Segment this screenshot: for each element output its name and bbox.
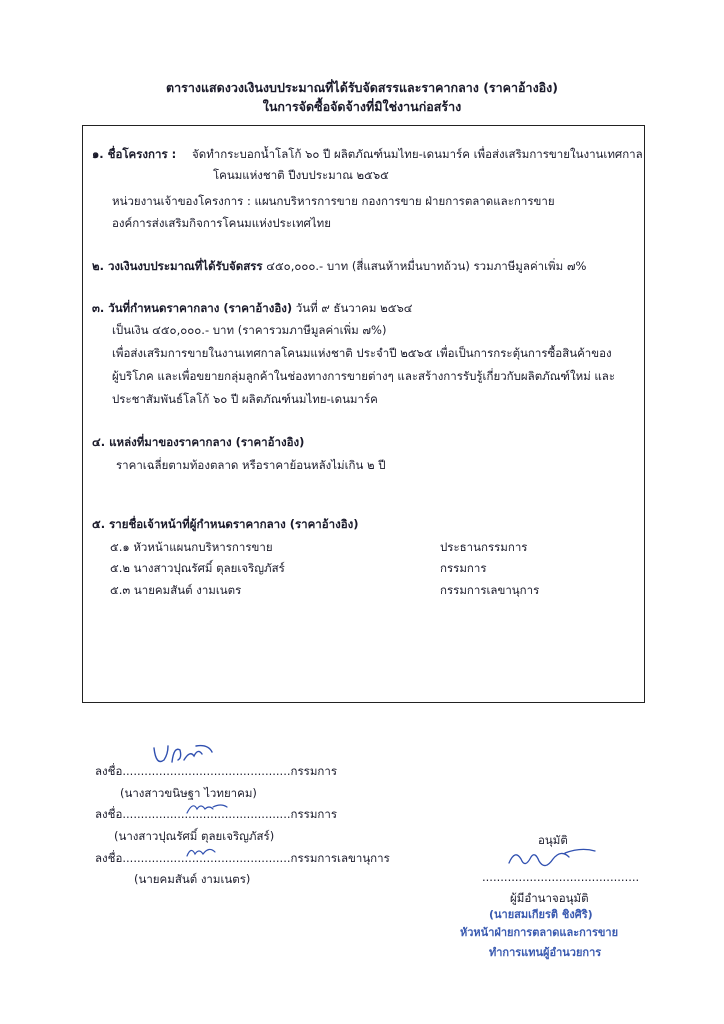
budget-text: ๔๕๐,๐๐๐.- บาท (สี่แสนห้าหมื่นบาทถ้วน) รวมภาษีมูลค่าเพิ่ม ๗% xyxy=(262,259,587,273)
approver-stamp-name: (นายสมเกียรติ ชิงศิริ) xyxy=(489,908,593,921)
handwritten-signature-2 xyxy=(183,797,233,817)
signature-role: กรรมการ xyxy=(290,764,338,778)
approval-label: อนุมัติ xyxy=(538,833,568,847)
purpose-line1: เพื่อส่งเสริมการขายในงานเทศกาลโคนมแห่งชาติ ประจำปี ๒๕๖๕ เพื่อเป็นการกระตุ้นการซื้อสินค้าของ xyxy=(112,346,612,360)
approver-title: ผู้มีอำนาจอนุมัติ xyxy=(510,891,589,905)
purpose-line2: ผู้บริโภค และเพื่อขยายกลุ่มลูกค้าในช่องทางการขายต่างๆ และสร้างการรับรู้เกี่ยวกับผลิตภัณฑ์ใหม่ และ xyxy=(112,369,616,383)
amount-line: เป็นเงิน ๔๕๐,๐๐๐.- บาท (ราคารวมภาษีมูลค่าเพิ่ม ๗%) xyxy=(112,323,387,337)
signature-label: ลงชื่อ xyxy=(95,807,123,821)
member-name: ๕.๒ นางสาวปุณรัศมิ์ ตุลยเจริญภัสร์ xyxy=(110,561,285,575)
section1-heading: ๑. ชื่อโครงการ : xyxy=(92,147,177,161)
signer-name-3: (นายคมสันต์ งามเนตร) xyxy=(134,872,251,886)
member-name: ๕.๑ หัวหน้าแผนกบริหารการขาย xyxy=(110,540,273,554)
approval-dots: ........................................... xyxy=(482,870,640,884)
member-role: กรรมการเลขานุการ xyxy=(440,583,540,597)
agency-line2: องค์การส่งเสริมกิจการโคนมแห่งประเทศไทย xyxy=(112,216,331,230)
approver-stamp-position: หัวหน้าฝ่ายการตลาดและการขาย xyxy=(460,926,619,939)
section4-heading: ๔. แหล่งที่มาของราคากลาง (ราคาอ้างอิง) xyxy=(92,435,305,449)
section2-heading: ๒. วงเงินงบประมาณที่ได้รับจัดสรร xyxy=(92,259,263,273)
project-name-line2: โคนมแห่งชาติ ปีงบประมาณ ๒๕๖๕ xyxy=(213,168,389,182)
signature-line-3 xyxy=(95,850,390,868)
approver-stamp-acting: ทำการแทนผู้อำนวยการ xyxy=(489,946,602,959)
signature-role: กรรมการ xyxy=(290,807,338,821)
section3 xyxy=(92,300,412,318)
member-name: ๕.๓ นายคมสันต์ งามเนตร xyxy=(110,583,242,597)
signature-dots: .............................................. xyxy=(122,851,291,865)
purpose-line3: ประชาสัมพันธ์โลโก้ ๖๐ ปี ผลิตภัณฑ์นมไทย-เดนมาร์ค xyxy=(112,392,378,406)
signature-dots: .............................................. xyxy=(122,807,291,821)
section3-heading: ๓. วันที่กำหนดราคากลาง (ราคาอ้างอิง) xyxy=(92,301,293,315)
signature-label: ลงชื่อ xyxy=(95,851,123,865)
content-box xyxy=(82,125,645,703)
document-title-line2: ในการจัดซื้อจัดจ้างที่มิใช่งานก่อสร้าง xyxy=(262,99,462,114)
handwritten-signature-1 xyxy=(150,740,220,770)
section5-heading: ๕. รายชื่อเจ้าหน้าที่ผู้กำหนดราคากลาง (ราคาอ้างอิง) xyxy=(92,517,359,531)
section2 xyxy=(92,258,586,276)
reference-date: วันที่ ๙ ธันวาคม ๒๕๖๔ xyxy=(292,301,413,315)
signature-label: ลงชื่อ xyxy=(95,764,123,778)
agency-line1: หน่วยงานเจ้าของโครงการ : แผนกบริหารการขาย กองการขาย ฝ่ายการตลาดและการขาย xyxy=(112,194,555,208)
member-role: ประธานกรรมการ xyxy=(440,540,528,554)
signature-role: กรรมการเลขานุการ xyxy=(290,851,390,865)
document-title-line1: ตารางแสดงวงเงินงบประมาณที่ได้รับจัดสรรและราคากลาง (ราคาอ้างอิง) xyxy=(166,80,558,95)
member-role: กรรมการ xyxy=(440,561,487,575)
signature-dots: .............................................. xyxy=(122,764,291,778)
price-source-text: ราคาเฉลี่ยตามท้องตลาด หรือราคาย้อนหลังไม่เกิน ๒ ปี xyxy=(116,458,386,472)
signer-name-1: (นางสาวขนิษฐา ไวทยาคม) xyxy=(120,786,257,800)
handwritten-signature-3 xyxy=(183,842,223,860)
project-name-line1: จัดทำกระบอกน้ำโลโก้ ๖๐ ปี ผลิตภัณฑ์นมไทย-เดนมาร์ค เพื่อส่งเสริมการขายในงานเทศกาล xyxy=(192,147,643,161)
signer-name-2: (นางสาวปุณรัศมิ์ ตุลยเจริญภัสร์) xyxy=(114,829,275,843)
